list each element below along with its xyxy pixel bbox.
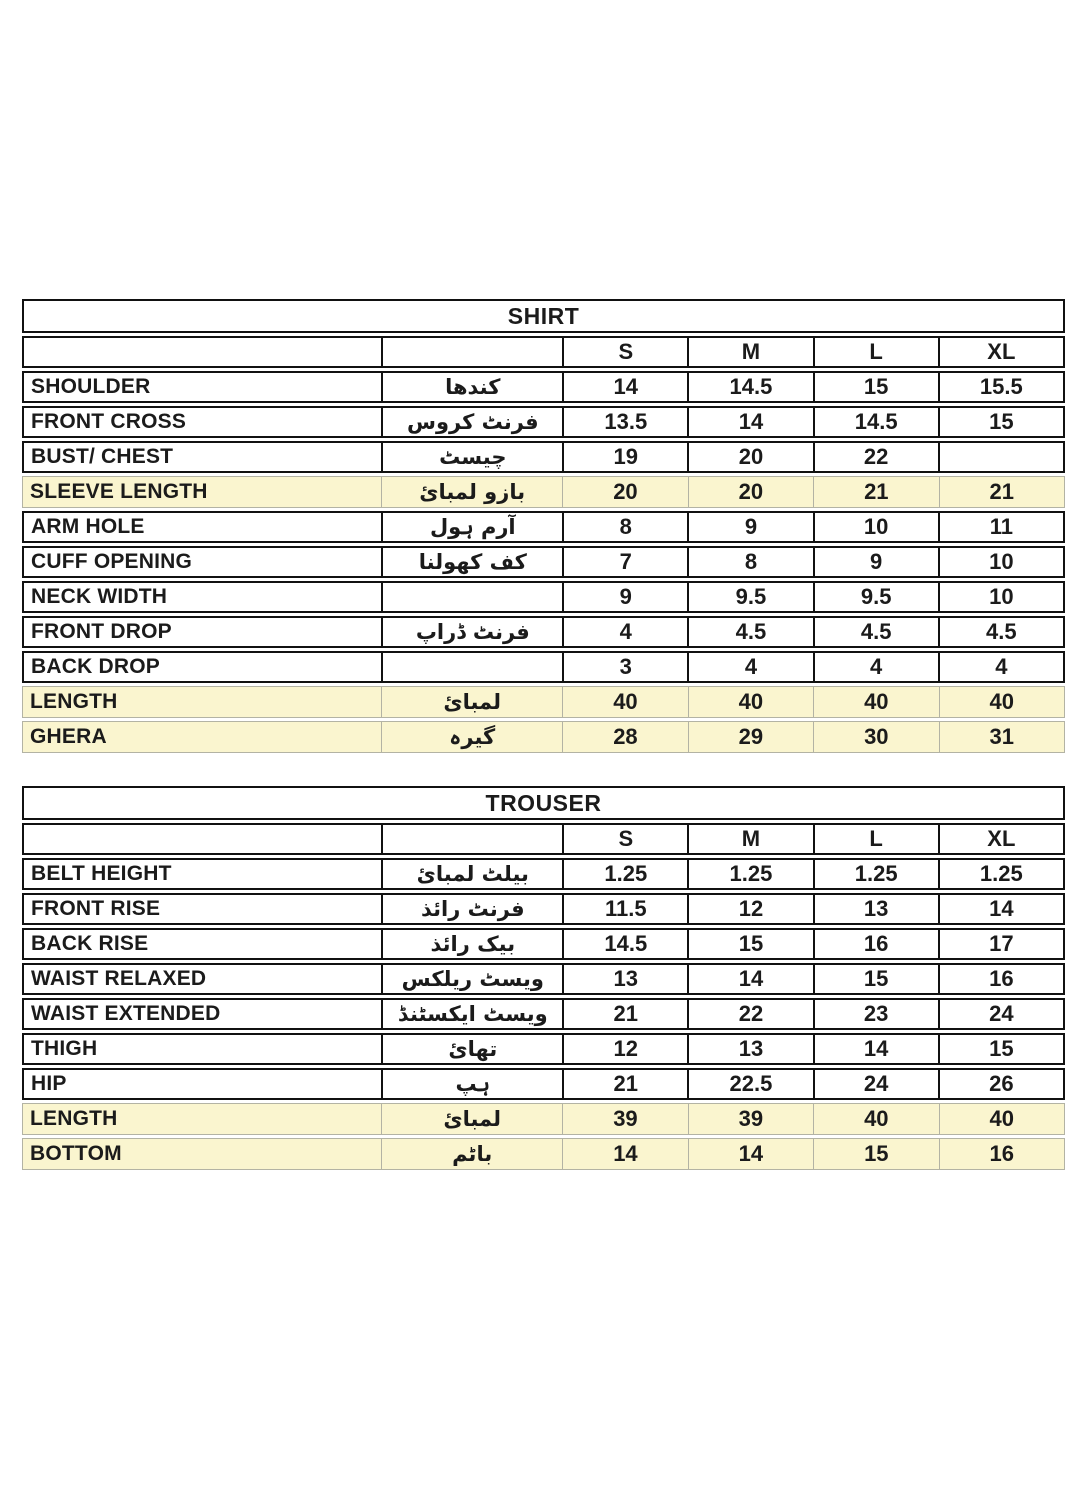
measurement-urdu-label (381, 583, 562, 611)
size-value: 39 (562, 1104, 687, 1134)
size-value: 8 (687, 548, 812, 576)
size-value: 40 (813, 687, 938, 717)
size-value: 24 (938, 1000, 1063, 1028)
measurement-row (22, 963, 1065, 995)
size-value: 11.5 (562, 895, 687, 923)
size-value: 40 (562, 687, 687, 717)
size-value: 16 (939, 1139, 1064, 1169)
size-value: 14 (562, 1139, 687, 1169)
size-value: 29 (688, 722, 813, 752)
measurement-label: WAIST EXTENDED (31, 1002, 221, 1025)
size-value: 13 (687, 1035, 812, 1063)
measurement-urdu-label (381, 653, 562, 681)
size-value: 9.5 (813, 583, 938, 611)
measurement-row (22, 686, 1065, 718)
measurement-row (22, 998, 1065, 1030)
measurement-urdu-label: فرنٹ کروس (381, 408, 562, 436)
size-value: 1.25 (562, 860, 687, 888)
size-value: 14 (687, 965, 812, 993)
measurement-row (22, 1103, 1065, 1135)
measurement-row (22, 476, 1065, 508)
measurement-row (22, 928, 1065, 960)
size-value: 4 (813, 653, 938, 681)
measurement-urdu-label: فرنٹ ڈراپ (381, 618, 562, 646)
size-value: 14 (688, 1139, 813, 1169)
measurement-urdu-label: لمبائ (381, 687, 562, 717)
measurement-label: BACK RISE (31, 932, 149, 955)
size-value: 15 (813, 1139, 938, 1169)
size-value: 23 (813, 1000, 938, 1028)
size-value: 9.5 (687, 583, 812, 611)
size-value: 10 (938, 548, 1063, 576)
shirt-table-title: SHIRT (507, 302, 580, 329)
measurement-row (22, 1138, 1065, 1170)
measurement-urdu-label: تھائ (381, 1035, 562, 1063)
size-value: 15 (813, 965, 938, 993)
size-value: 4 (687, 653, 812, 681)
measurement-row (22, 1033, 1065, 1065)
size-value (938, 443, 1063, 471)
size-value: 40 (813, 1104, 938, 1134)
size-value: 22.5 (687, 1070, 812, 1098)
size-value: 8 (562, 513, 687, 541)
measurement-label: HIP (31, 1072, 67, 1095)
measurement-label: THIGH (31, 1037, 98, 1060)
size-value: 13 (562, 965, 687, 993)
size-value: 39 (688, 1104, 813, 1134)
measurement-urdu-label: بیک رائذ (381, 930, 562, 958)
measurement-urdu-label: گیرہ (381, 722, 562, 752)
size-header-xl: XL (938, 338, 1063, 366)
size-value: 14 (813, 1035, 938, 1063)
size-value: 21 (562, 1000, 687, 1028)
measurement-urdu-label: ہپ (381, 1070, 562, 1098)
measurement-urdu-label: ویسٹ ایکسٹنڈ (381, 1000, 562, 1028)
size-value: 13 (813, 895, 938, 923)
header-empty-label-cell (24, 338, 381, 366)
size-value: 40 (939, 1104, 1064, 1134)
size-value: 21 (939, 477, 1064, 507)
measurement-label: BUST/ CHEST (31, 445, 174, 468)
size-value: 9 (562, 583, 687, 611)
size-header-xl: XL (938, 825, 1063, 853)
size-value: 31 (939, 722, 1064, 752)
measurement-label: WAIST RELAXED (31, 967, 207, 990)
size-value: 9 (813, 548, 938, 576)
size-value: 21 (813, 477, 938, 507)
size-value: 14 (562, 373, 687, 401)
measurement-urdu-label: بیلٹ لمبائ (381, 860, 562, 888)
size-value: 22 (687, 1000, 812, 1028)
size-header-s: S (562, 825, 687, 853)
measurement-label: FRONT CROSS (31, 410, 187, 433)
size-value: 11 (938, 513, 1063, 541)
size-value: 20 (687, 443, 812, 471)
size-value: 10 (813, 513, 938, 541)
size-value: 20 (688, 477, 813, 507)
measurement-row (22, 546, 1065, 578)
measurement-label: FRONT RISE (31, 897, 161, 920)
size-header-l: L (813, 338, 938, 366)
measurement-urdu-label: فرنٹ رائذ (381, 895, 562, 923)
trouser-table-rows (22, 858, 1065, 1170)
size-value: 12 (687, 895, 812, 923)
trouser-table-header-row (22, 823, 1065, 855)
header-empty-urdu-cell (381, 825, 562, 853)
size-value: 4.5 (813, 618, 938, 646)
size-value: 4 (562, 618, 687, 646)
size-value: 21 (562, 1070, 687, 1098)
trouser-size-table (22, 786, 1065, 1170)
measurement-label: FRONT DROP (31, 620, 172, 643)
size-value: 24 (813, 1070, 938, 1098)
size-value: 4.5 (687, 618, 812, 646)
measurement-row (22, 581, 1065, 613)
size-value: 15 (938, 1035, 1063, 1063)
size-value: 40 (688, 687, 813, 717)
measurement-urdu-label: آرم ہول (381, 513, 562, 541)
header-empty-label-cell (24, 825, 381, 853)
size-value: 14.5 (687, 373, 812, 401)
measurement-label: CUFF OPENING (31, 550, 193, 573)
size-value: 16 (813, 930, 938, 958)
size-value: 1.25 (938, 860, 1063, 888)
size-value: 13.5 (562, 408, 687, 436)
measurement-label: SLEEVE LENGTH (30, 480, 208, 503)
size-value: 4 (938, 653, 1063, 681)
measurement-label: SHOULDER (31, 375, 151, 398)
measurement-urdu-label: باٹم (381, 1139, 562, 1169)
measurement-urdu-label: لمبائ (381, 1104, 562, 1134)
size-value: 28 (562, 722, 687, 752)
measurement-urdu-label: ویسٹ ریلکس (381, 965, 562, 993)
measurement-row (22, 721, 1065, 753)
size-value: 15 (687, 930, 812, 958)
size-value: 7 (562, 548, 687, 576)
measurement-row (22, 651, 1065, 683)
size-value: 14 (938, 895, 1063, 923)
shirt-table-header-row (22, 336, 1065, 368)
measurement-label: GHERA (30, 725, 107, 748)
measurement-label: BOTTOM (30, 1142, 122, 1165)
measurement-urdu-label: چیسٹ (381, 443, 562, 471)
measurement-row (22, 511, 1065, 543)
size-value: 17 (938, 930, 1063, 958)
size-value: 16 (938, 965, 1063, 993)
size-value: 1.25 (687, 860, 812, 888)
measurement-label: BACK DROP (31, 655, 160, 678)
size-value: 1.25 (813, 860, 938, 888)
size-header-l: L (813, 825, 938, 853)
size-value: 30 (813, 722, 938, 752)
size-value: 15 (938, 408, 1063, 436)
size-value: 10 (938, 583, 1063, 611)
measurement-row (22, 893, 1065, 925)
size-chart-page (22, 299, 1065, 1173)
trouser-table-title: TROUSER (485, 789, 602, 816)
shirt-table-title-row (22, 299, 1065, 333)
size-header-m: M (687, 338, 812, 366)
measurement-label: LENGTH (30, 1107, 118, 1130)
size-value: 20 (562, 477, 687, 507)
measurement-label: NECK WIDTH (31, 585, 168, 608)
size-value: 14.5 (813, 408, 938, 436)
size-value: 14 (687, 408, 812, 436)
measurement-urdu-label: کندھا (381, 373, 562, 401)
size-value: 15 (813, 373, 938, 401)
shirt-table-rows (22, 371, 1065, 753)
size-value: 9 (687, 513, 812, 541)
shirt-size-table (22, 299, 1065, 753)
size-value: 22 (813, 443, 938, 471)
size-value: 40 (939, 687, 1064, 717)
size-value: 4.5 (938, 618, 1063, 646)
size-value: 15.5 (938, 373, 1063, 401)
size-value: 14.5 (562, 930, 687, 958)
measurement-label: ARM HOLE (31, 515, 145, 538)
measurement-row (22, 1068, 1065, 1100)
measurement-label: BELT HEIGHT (31, 862, 172, 885)
size-header-m: M (687, 825, 812, 853)
measurement-row (22, 441, 1065, 473)
measurement-row (22, 406, 1065, 438)
size-value: 19 (562, 443, 687, 471)
measurement-row (22, 858, 1065, 890)
size-value: 12 (562, 1035, 687, 1063)
measurement-row (22, 616, 1065, 648)
size-value: 3 (562, 653, 687, 681)
measurement-label: LENGTH (30, 690, 118, 713)
measurement-row (22, 371, 1065, 403)
size-value: 26 (938, 1070, 1063, 1098)
measurement-urdu-label: کف کھولنا (381, 548, 562, 576)
measurement-urdu-label: بازو لمبائ (381, 477, 562, 507)
trouser-table-title-row (22, 786, 1065, 820)
size-header-s: S (562, 338, 687, 366)
header-empty-urdu-cell (381, 338, 562, 366)
